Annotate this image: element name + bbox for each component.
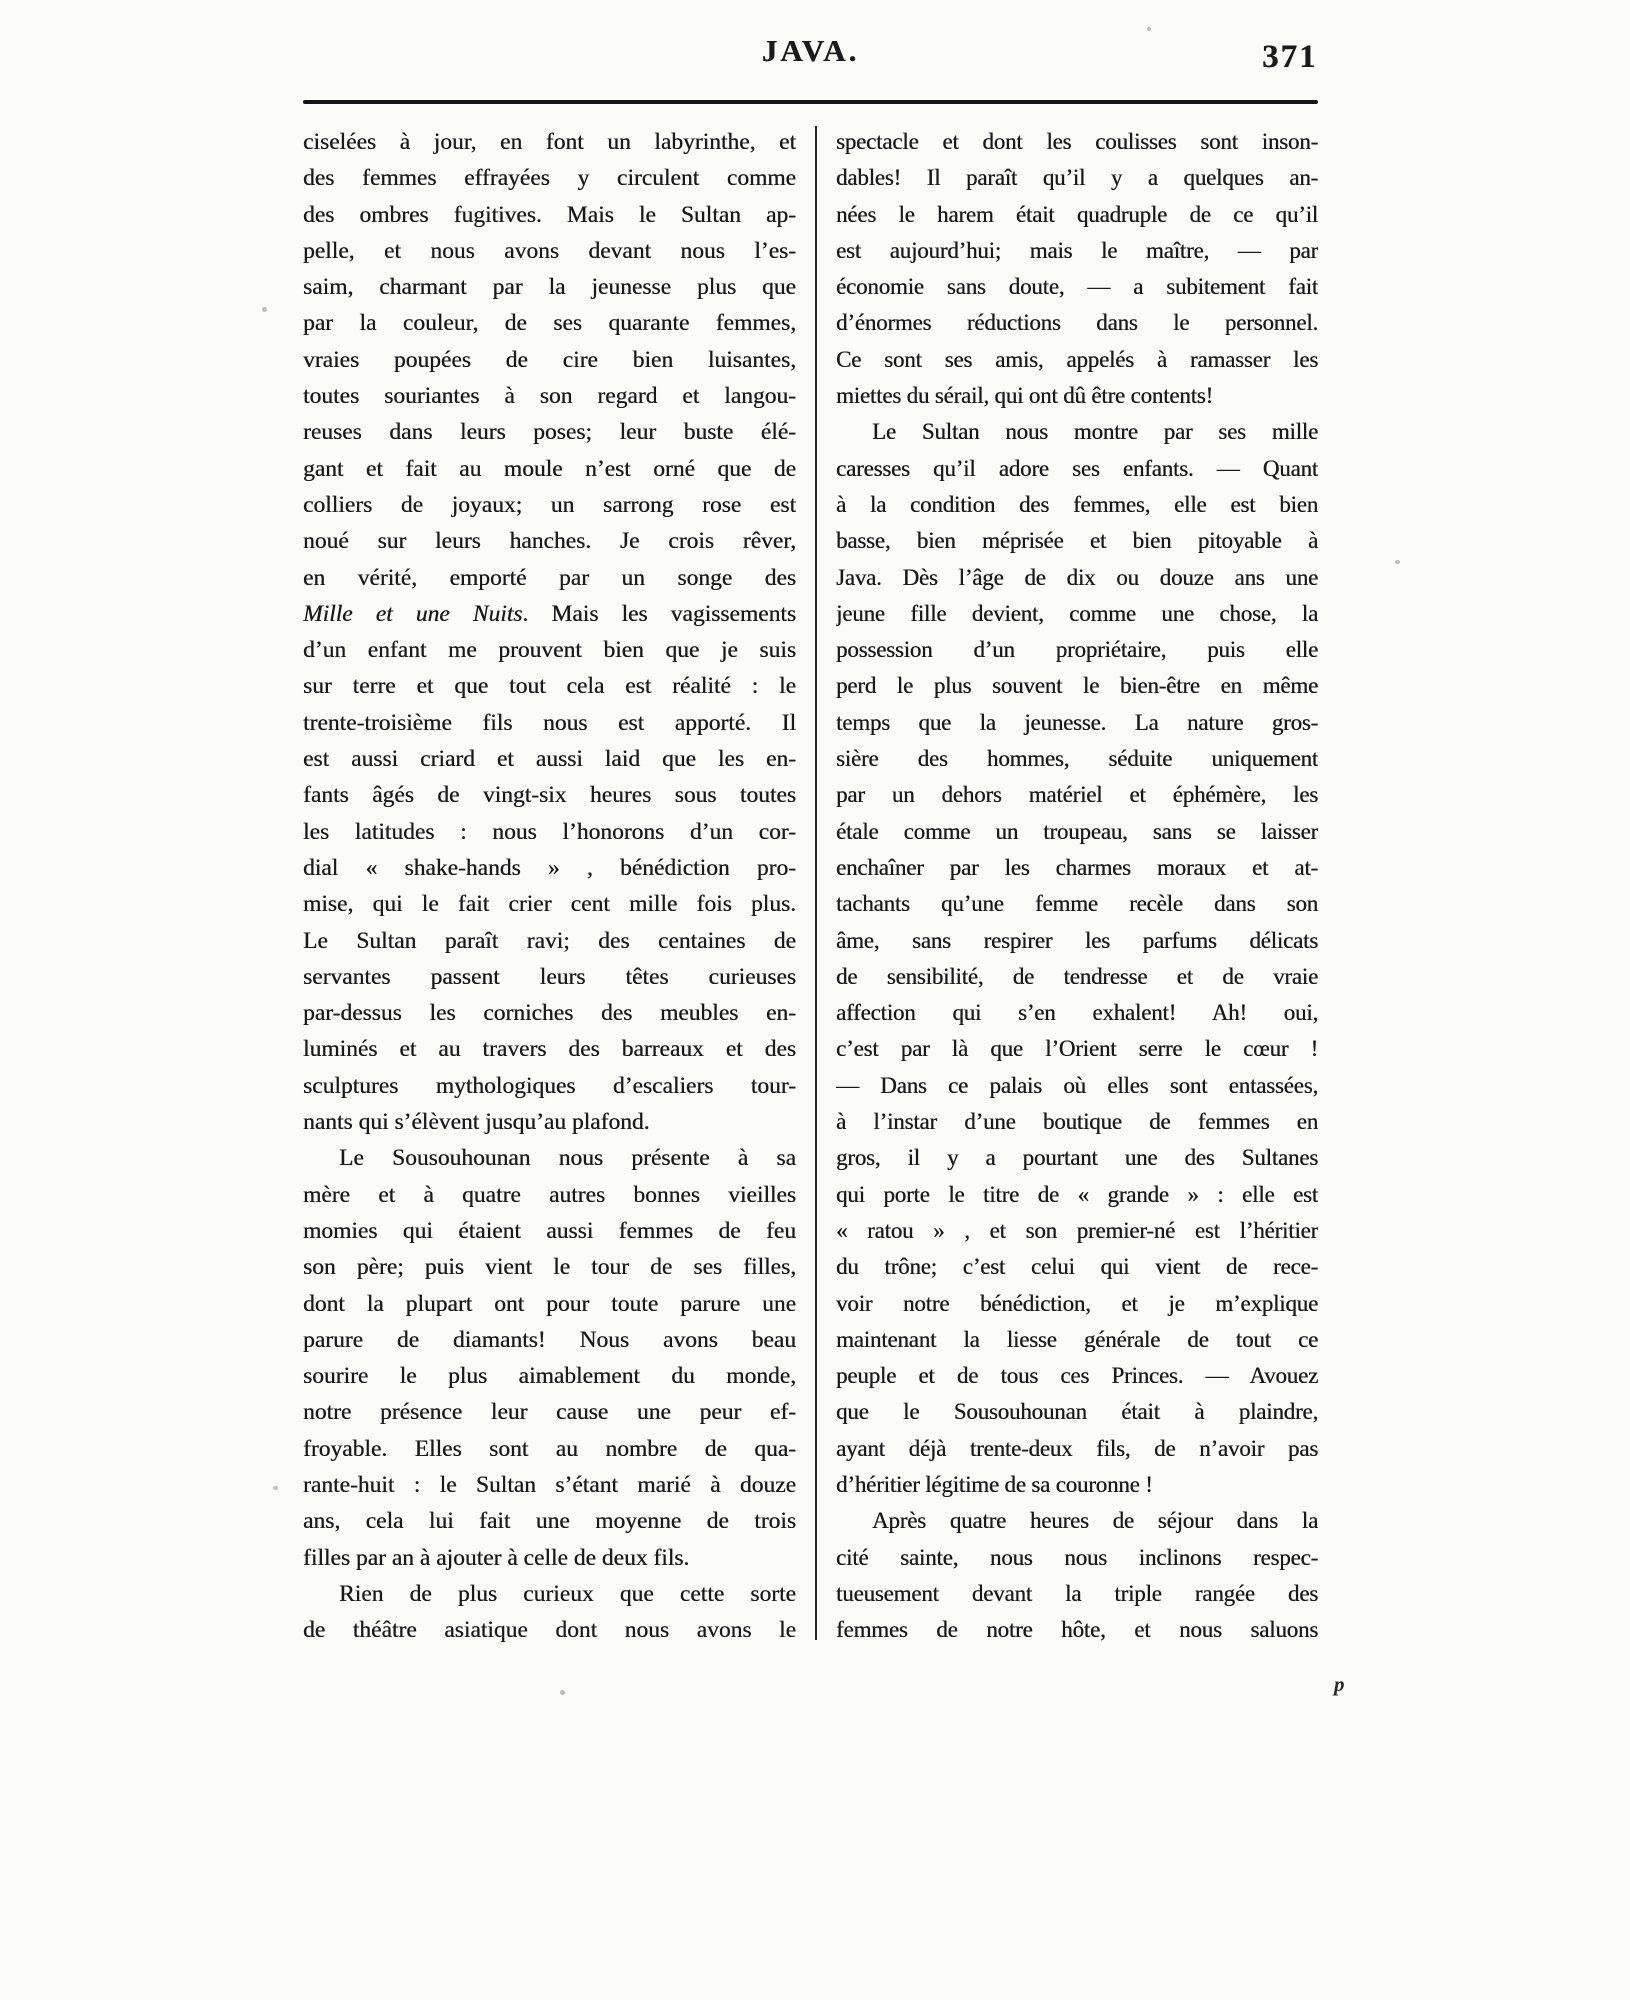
text-line: dont la plupart ont pour toute parure une <box>303 1290 796 1317</box>
text-line: luminés et au travers des barreaux et des <box>303 1036 796 1063</box>
scan-speck <box>1395 560 1400 564</box>
text-line: à l’instar d’une boutique de femmes en <box>836 1109 1318 1135</box>
text-line: servantes passent leurs têtes curieuses <box>303 963 796 990</box>
scan-speck <box>1147 27 1151 31</box>
text-line: sourire le plus aimablement du monde, <box>303 1363 796 1390</box>
text-line: femmes de notre hôte, et nous saluons <box>836 1617 1318 1643</box>
text-line: mère et à quatre autres bonnes vieilles <box>303 1181 796 1208</box>
text-line <box>303 596 796 632</box>
scan-speck <box>262 307 267 312</box>
text-line: Après quatre heures de séjour dans la <box>872 1508 1318 1534</box>
text-line: de théâtre asiatique dont nous avons le <box>303 1617 796 1644</box>
text-line: fants âgés de vingt-six heures sous toutes <box>303 782 796 809</box>
text-line: noué sur leurs hanches. Je crois rêver, <box>303 528 796 555</box>
text-line: enchaîner par les charmes moraux et at- <box>836 854 1318 880</box>
italic-text: Mille et une Nuits <box>303 600 523 627</box>
text-line: gros, il y a pourtant une des Sultanes <box>836 1145 1318 1171</box>
text-line: son père; puis vient le tour de ses filles, <box>303 1254 796 1281</box>
signature-mark: p <box>1334 1672 1345 1696</box>
text-line: — Dans ce palais où elles sont entassées, <box>836 1072 1318 1098</box>
text-line: « ratou » , et son premier-né est l’héritier <box>836 1217 1318 1243</box>
text-line: Rien de plus curieux que cette sorte <box>339 1580 796 1607</box>
page-title: JAVA. <box>761 33 860 68</box>
text-line: des ombres fugitives. Mais le Sultan ap- <box>303 201 796 228</box>
page-number: 371 <box>1262 39 1318 75</box>
text-line: par un dehors matériel et éphémère, les <box>836 782 1318 808</box>
text-line: d’un enfant me prouvent bien que je suis <box>303 637 796 664</box>
scan-speck <box>273 1486 278 1490</box>
text-line: rante-huit : le Sultan s’étant marié à douze <box>303 1471 796 1498</box>
text-line: à la condition des femmes, elle est bien <box>836 491 1318 517</box>
text-line: du trône; c’est celui qui vient de rece- <box>836 1254 1318 1280</box>
text-line: peuple et de tous ces Princes. — Avouez <box>836 1363 1318 1389</box>
text-line: cité sainte, nous nous inclinons respec- <box>836 1544 1318 1570</box>
text-line: jeune fille devient, comme une chose, la <box>836 600 1318 626</box>
text-line: Le Sultan paraît ravi; des centaines de <box>303 927 796 954</box>
text-line: pelle, et nous avons devant nous l’es- <box>303 237 796 264</box>
text-line: âme, sans respirer les parfums délicats <box>836 927 1318 953</box>
text-line: est aussi criard et aussi laid que les en- <box>303 746 796 773</box>
text-line: parure de diamants! Nous avons beau <box>303 1326 796 1353</box>
text-line: voir notre bénédiction, et je m’explique <box>836 1290 1318 1316</box>
text-line: d’héritier légitime de sa couronne ! <box>836 1471 1153 1497</box>
text-line: tueusement devant la triple rangée des <box>836 1580 1318 1606</box>
text-line: affection qui s’en exhalent! Ah! oui, <box>836 1000 1318 1026</box>
text-line: tachants qu’une femme recèle dans son <box>836 891 1318 917</box>
text-line: ayant déjà trente-deux fils, de n’avoir pas <box>836 1435 1318 1461</box>
text-line: sculptures mythologiques d’escaliers tour- <box>303 1072 796 1099</box>
text-line: spectacle et dont les coulisses sont inson- <box>836 129 1318 154</box>
text-line: d’énormes réductions dans le personnel. <box>836 310 1318 336</box>
scan-speck <box>560 1690 565 1695</box>
text-line: c’est par là que l’Orient serre le cœur ! <box>836 1036 1318 1062</box>
text-line: maintenant la liesse générale de tout ce <box>836 1326 1318 1352</box>
text-line: saim, charmant par la jeunesse plus que <box>303 274 796 301</box>
text-line: est aujourd’hui; mais le maître, — par <box>836 237 1318 263</box>
text-line: trente-troisième fils nous est apporté. Il <box>303 709 796 736</box>
text-line: par la couleur, de ses quarante femmes, <box>303 310 796 337</box>
text-line: caresses qu’il adore ses enfants. — Quant <box>836 455 1318 481</box>
text-line: filles par an à ajouter à celle de deux fils. <box>303 1544 690 1571</box>
text-line: vraies poupées de cire bien luisantes, <box>303 346 796 373</box>
text-line: dial « shake-hands » , bénédiction pro- <box>303 854 796 881</box>
text-line: de sensibilité, de tendresse et de vraie <box>836 963 1318 989</box>
text-line: gant et fait au moule n’est orné que de <box>303 455 796 482</box>
text-line: froyable. Elles sont au nombre de qua- <box>303 1435 796 1462</box>
text-line: dables! Il paraît qu’il y a quelques an- <box>836 165 1318 191</box>
text-line: par-dessus les corniches des meubles en- <box>303 1000 796 1027</box>
text-line: Le Sousouhounan nous présente à sa <box>339 1145 796 1172</box>
text-line: nées le harem était quadruple de ce qu’il <box>836 201 1318 227</box>
text-line: perd le plus souvent le bien-être en même <box>836 673 1318 699</box>
text-line: qui porte le titre de « grande » : elle est <box>836 1181 1318 1207</box>
text-line: étale comme un troupeau, sans se laisser <box>836 818 1318 844</box>
text-line: temps que la jeunesse. La nature gros- <box>836 709 1318 735</box>
text-line: miettes du sérail, qui ont dû être contents! <box>836 383 1213 409</box>
text-line: des femmes effrayées y circulent comme <box>303 165 796 192</box>
text-line: sière des hommes, séduite uniquement <box>836 746 1318 772</box>
text-line: mise, qui le fait crier cent mille fois plus. <box>303 891 796 918</box>
text-line: possession d’un propriétaire, puis elle <box>836 637 1318 663</box>
text-line: économie sans doute, — a subitement fait <box>836 274 1318 300</box>
text-line: colliers de joyaux; un sarrong rose est <box>303 491 796 518</box>
text-line: Java. Dès l’âge de dix ou douze ans une <box>836 564 1318 590</box>
right-column <box>836 124 1318 1648</box>
text-line: les latitudes : nous l’honorons d’un cor- <box>303 818 796 845</box>
left-column <box>303 124 796 1648</box>
text-line: Le Sultan nous montre par ses mille <box>872 419 1318 445</box>
text-line: en vérité, emporté par un songe des <box>303 564 796 591</box>
text-line: sur terre et que tout cela est réalité : le <box>303 673 796 700</box>
text-line: ans, cela lui fait une moyenne de trois <box>303 1508 796 1535</box>
text-line: momies qui étaient aussi femmes de feu <box>303 1217 796 1244</box>
text-line: toutes souriantes à son regard et langou- <box>303 383 796 410</box>
text-line: nants qui s’élèvent jusqu’au plafond. <box>303 1109 650 1136</box>
column-divider <box>815 126 817 1640</box>
text-line: basse, bien méprisée et bien pitoyable à <box>836 528 1318 554</box>
header-rule <box>303 100 1318 104</box>
text-line: ciselées à jour, en font un labyrinthe, et <box>303 129 796 155</box>
text-line: reuses dans leurs poses; leur buste élé- <box>303 419 796 446</box>
text-line: notre présence leur cause une peur ef- <box>303 1399 796 1426</box>
text-segment: . Mais les vagissements <box>522 600 796 627</box>
text-line: Ce sont ses amis, appelés à ramasser les <box>836 346 1318 372</box>
text-line: que le Sousouhounan était à plaindre, <box>836 1399 1318 1425</box>
